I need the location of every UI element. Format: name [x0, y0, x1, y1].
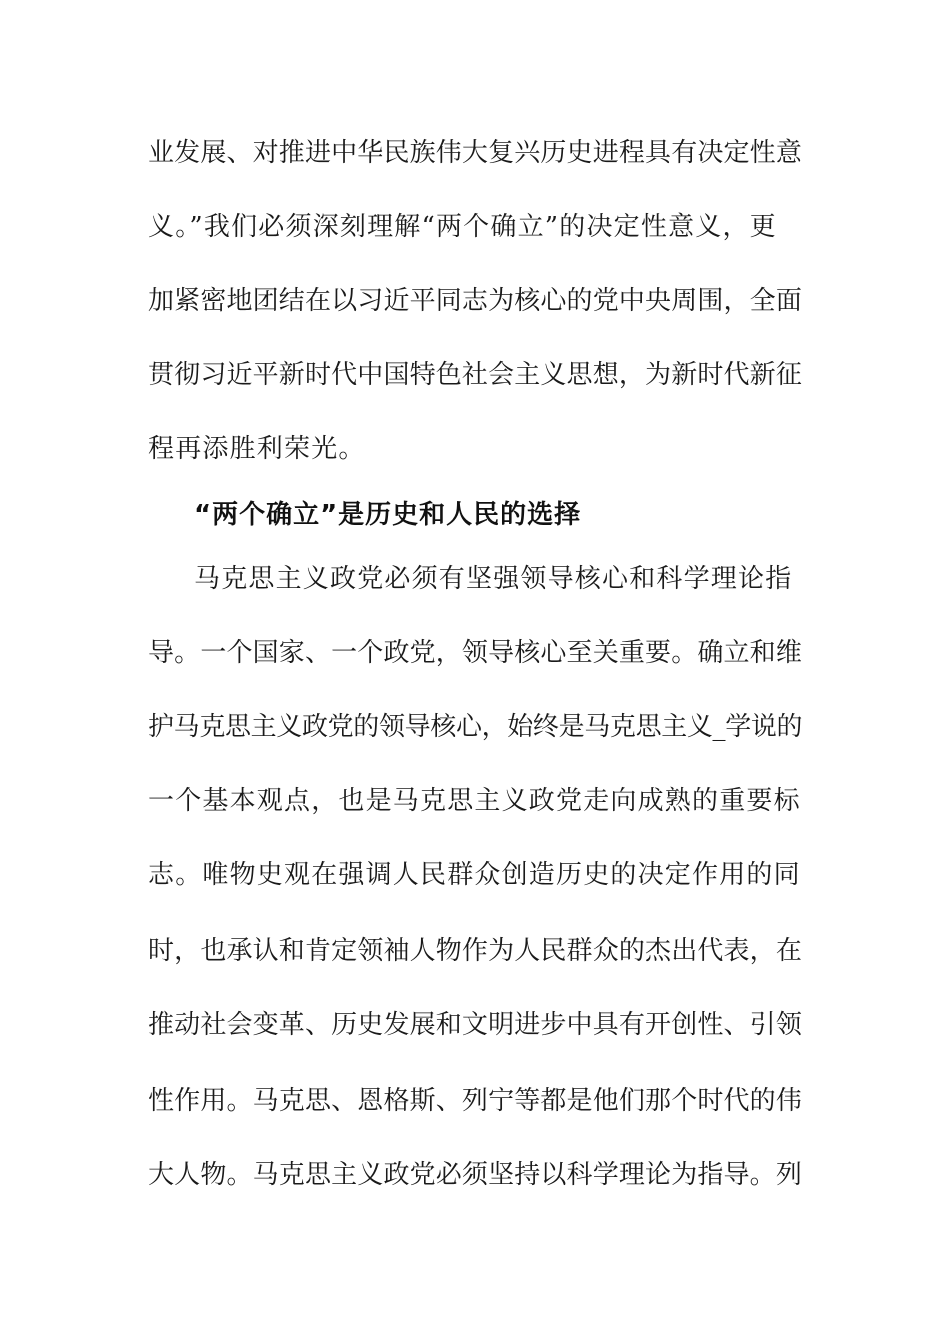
- paragraph-1-line-4: 贯彻习近平新时代中国特色社会主义思想，为新时代新征: [148, 360, 803, 390]
- section-heading: “两个确立”是历史和人民的选择: [194, 500, 582, 530]
- paragraph-2-line-4: 一个基本观点，也是马克思主义政党走向成熟的重要标: [148, 786, 801, 816]
- paragraph-1-line-2: 义。”我们必须深刻理解“两个确立”的决定性意义，更: [148, 212, 777, 242]
- paragraph-1-line-5: 程再添胜利荣光。: [148, 434, 366, 464]
- paragraph-2-line-8: 性作用。马克思、恩格斯、列宁等都是他们那个时代的伟: [148, 1086, 803, 1116]
- paragraph-1-line-1: 业发展、对推进中华民族伟大复兴历史进程具有决定性意: [148, 138, 803, 168]
- paragraph-2-line-5: 志。唯物史观在强调人民群众创造历史的决定作用的同: [148, 860, 801, 890]
- paragraph-1-line-3: 加紧密地团结在以习近平同志为核心的党中央周围，全面: [148, 286, 803, 316]
- paragraph-2-line-9: 大人物。马克思主义政党必须坚持以科学理论为指导。列: [148, 1160, 803, 1190]
- paragraph-2-line-1: 马克思主义政党必须有坚强领导核心和科学理论指: [194, 564, 793, 594]
- paragraph-2-line-7: 推动社会变革、历史发展和文明进步中具有开创性、引领: [148, 1010, 803, 1040]
- paragraph-2-line-2: 导。一个国家、一个政党，领导核心至关重要。确立和维: [148, 638, 803, 668]
- paragraph-2-line-6: 时，也承认和肯定领袖人物作为人民群众的杰出代表，在: [148, 936, 803, 966]
- paragraph-2-line-3: 护马克思主义政党的领导核心，始终是马克思主义_学说的: [148, 712, 803, 742]
